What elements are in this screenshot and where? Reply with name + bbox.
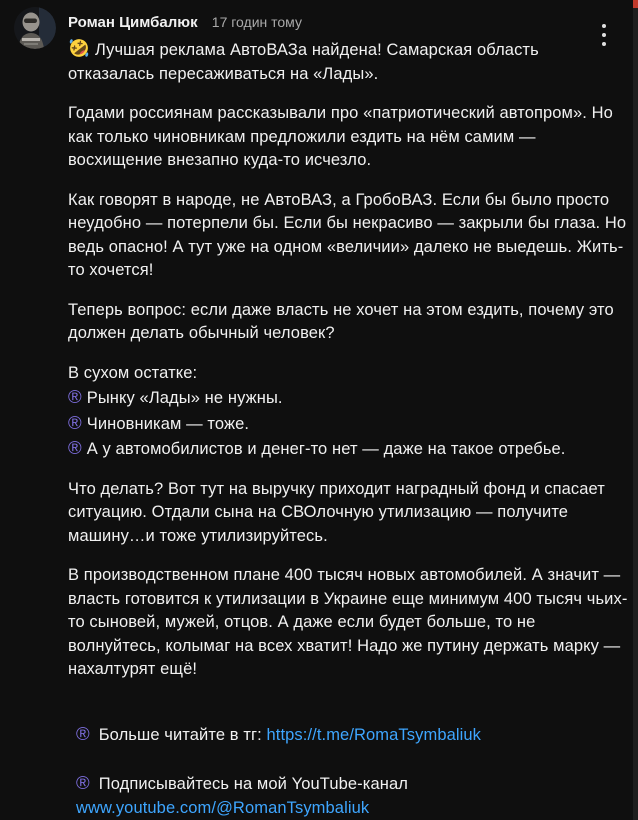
post-paragraph-summary-list: [68, 362, 628, 462]
post-text: Что делать? Вот тут на выручку приходит наградный фонд и спасает ситуацию. Отдали сына на СВОлочную утилизацию — получите машину…и тоже утилизируйтесь.: [68, 479, 605, 545]
post-text: В производственном плане 400 тысяч новых автомобилей. А значит — власть готовится к утилизации в Украине еще минимум 400 тысяч чьих-то сыновей, мужей, отцов. А даже если будет больше, то не волнуйтесь, колымаг на всех хватит! Надо же путину держать марку — нахалтурят ещё!: [68, 566, 628, 678]
post-text: Как говорят в народе, не АвтоВАЗ, а ГробоВАЗ. Если бы было просто неудобно — потерпели бы. Если бы некрасиво — закрыли бы глаза. Но ведь опасно! А тут уже на одном «величии» далеко не выедешь. Жить-то хочется!: [68, 190, 627, 279]
registered-sign-emoji: ®: [76, 772, 90, 793]
registered-sign-emoji: ®: [68, 411, 82, 433]
scrollbar-track[interactable]: [633, 0, 638, 820]
telegram-link[interactable]: https://t.me/RomaTsymbaliuk: [266, 725, 482, 744]
author-name[interactable]: Роман Цимбалюк: [68, 14, 198, 31]
list-item: А у автомобилистов и денег-то нет — даже на такое отребье.: [86, 440, 566, 458]
post-text: Годами россиянам рассказывали про «патриотический автопром». Но как только чиновникам предложили ездить на нём самим — восхищение внезапно куда-то исчезло.: [68, 104, 613, 169]
list-item: Рынку «Лады» не нужны.: [86, 389, 283, 407]
post-paragraph-telegram: [68, 722, 628, 748]
kebab-menu-icon: [602, 42, 606, 46]
avatar[interactable]: [14, 7, 56, 49]
post-text: В сухом остатке:: [68, 363, 198, 382]
post-paragraph-3: [68, 189, 628, 283]
post-paragraph-title: [68, 37, 628, 86]
post-paragraph-6: [68, 478, 628, 549]
post-paragraph-2: [68, 102, 628, 173]
registered-sign-emoji: ®: [76, 722, 90, 744]
post-text: Теперь вопрос: если даже власть не хочет на этом ездить, почему это должен делать обычный человек?: [68, 300, 614, 342]
kebab-menu-icon: [602, 24, 606, 28]
post-text: Больше читайте в тг:: [98, 725, 262, 744]
post-header: [68, 12, 628, 33]
more-options-button[interactable]: [599, 21, 609, 49]
timestamp[interactable]: 17 годин тому: [211, 14, 302, 30]
post-content: [68, 7, 628, 820]
registered-sign-emoji: ®: [68, 437, 82, 458]
post-paragraph-youtube: [68, 771, 628, 820]
registered-sign-emoji: ®: [68, 386, 82, 407]
kebab-menu-icon: [602, 33, 606, 37]
post-paragraph-4: [68, 299, 628, 346]
post-paragraph-7: [68, 564, 628, 682]
list-item: Чиновникам — тоже.: [86, 414, 250, 433]
youtube-channel-link[interactable]: www.youtube.com/@RomanTsymbaliuk: [76, 798, 370, 817]
post-text: Лучшая реклама АвтоВАЗа найдена! Самарская область отказалась пересаживаться на «Лады».: [68, 41, 539, 83]
rofl-laughing-emoji: [68, 37, 90, 59]
post-text: Подписывайтесь на мой YouTube-канал: [98, 775, 408, 793]
avatar-image: [14, 7, 56, 49]
scroll-position-marker: [633, 0, 638, 8]
